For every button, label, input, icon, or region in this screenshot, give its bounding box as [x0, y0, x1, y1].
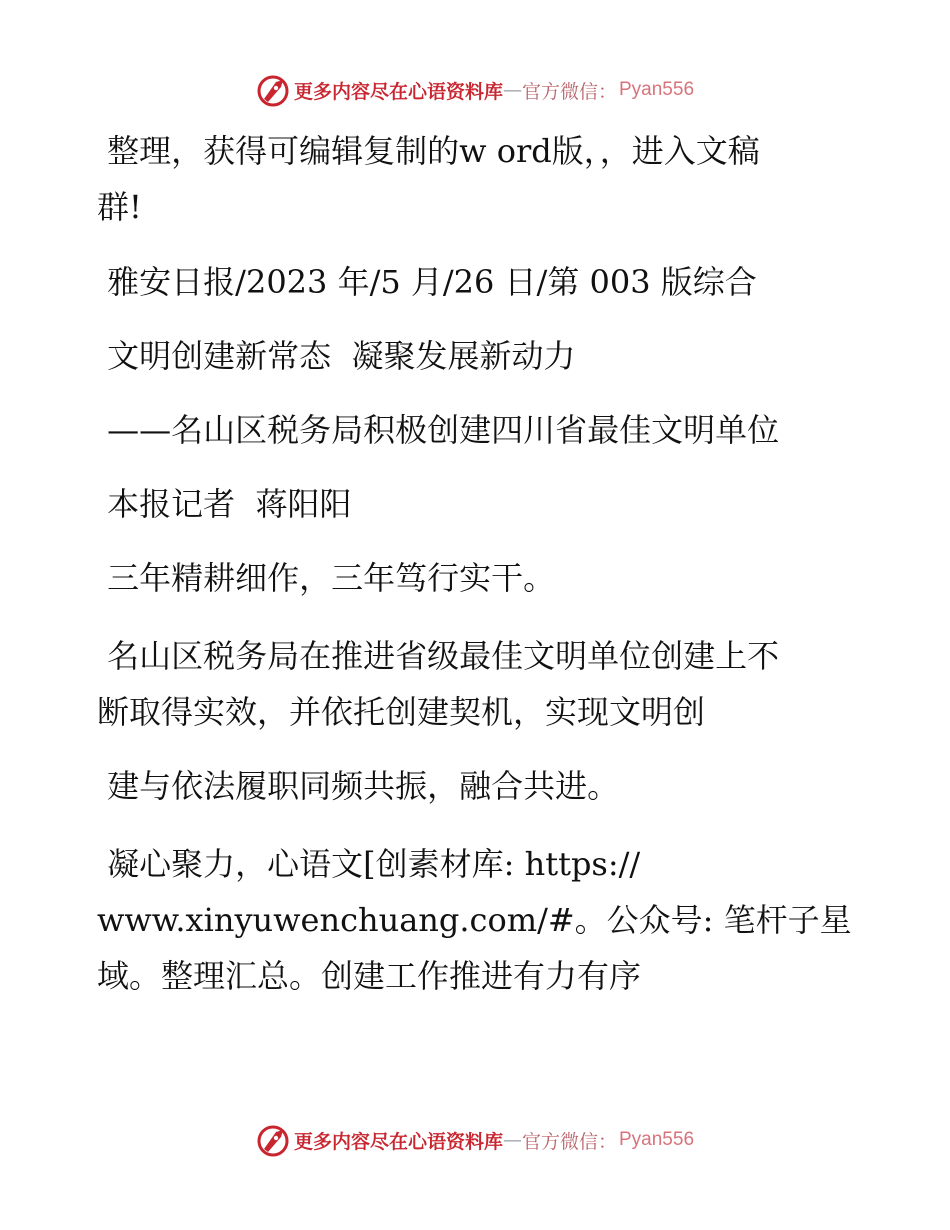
text-line: 三年精耕细作，三年笃行实干。: [97, 559, 556, 597]
banner-separator: —: [502, 1129, 522, 1151]
banner-wechat-id: Pyan556: [619, 79, 695, 100]
text-line: 本报记者 蒋阳阳: [97, 485, 352, 523]
banner-wechat-id: Pyan556: [619, 1129, 695, 1150]
paragraph: [97, 406, 837, 454]
text-line: 域。整理汇总。创建工作推进有力有序: [97, 957, 642, 995]
text-line: 断取得实效，并依托创建契机，实现文明创: [97, 693, 706, 731]
pen-nib-logo-icon: [256, 1123, 290, 1157]
text-line: 整理，获得可编辑复制的w ord版，，进入文稿: [97, 132, 760, 170]
paragraph: [97, 258, 837, 306]
banner-separator: —: [502, 79, 522, 101]
document-body: [97, 123, 852, 1026]
header-banner: [0, 70, 950, 110]
text-line: 雅安日报/2023 年/5 月/26 日/第 003 版综合: [97, 263, 757, 301]
paragraph: [97, 480, 837, 528]
text-line: 文明创建新常态 凝聚发展新动力: [97, 337, 576, 375]
paragraph: [97, 332, 837, 380]
text-line: ——名山区税务局积极创建四川省最佳文明单位: [97, 411, 780, 449]
paragraph: [97, 554, 837, 602]
footer-banner: [0, 1120, 950, 1160]
paragraph: [97, 123, 837, 235]
paragraph: [97, 762, 837, 810]
banner-brand-text: 更多内容尽在心语资料库: [293, 80, 503, 103]
text-line: 群!: [97, 188, 142, 226]
paragraph: [97, 628, 837, 740]
text-line: 建与依法履职同频共振，融合共进。: [97, 767, 620, 805]
banner-brand-text: 更多内容尽在心语资料库: [293, 1130, 503, 1153]
paragraph: [97, 836, 852, 1004]
banner-wechat-label: 官方微信：: [521, 1130, 617, 1153]
text-line: 名山区税务局在推进省级最佳文明单位创建上不: [97, 637, 780, 675]
text-line: www.xinyuwenchuang.com/#。公众号: 笔杆子星: [97, 901, 852, 939]
banner-wechat-label: 官方微信：: [521, 80, 617, 103]
text-line: 凝心聚力，心语文[创素材库: https://: [97, 845, 641, 883]
pen-nib-logo-icon: [256, 73, 290, 107]
